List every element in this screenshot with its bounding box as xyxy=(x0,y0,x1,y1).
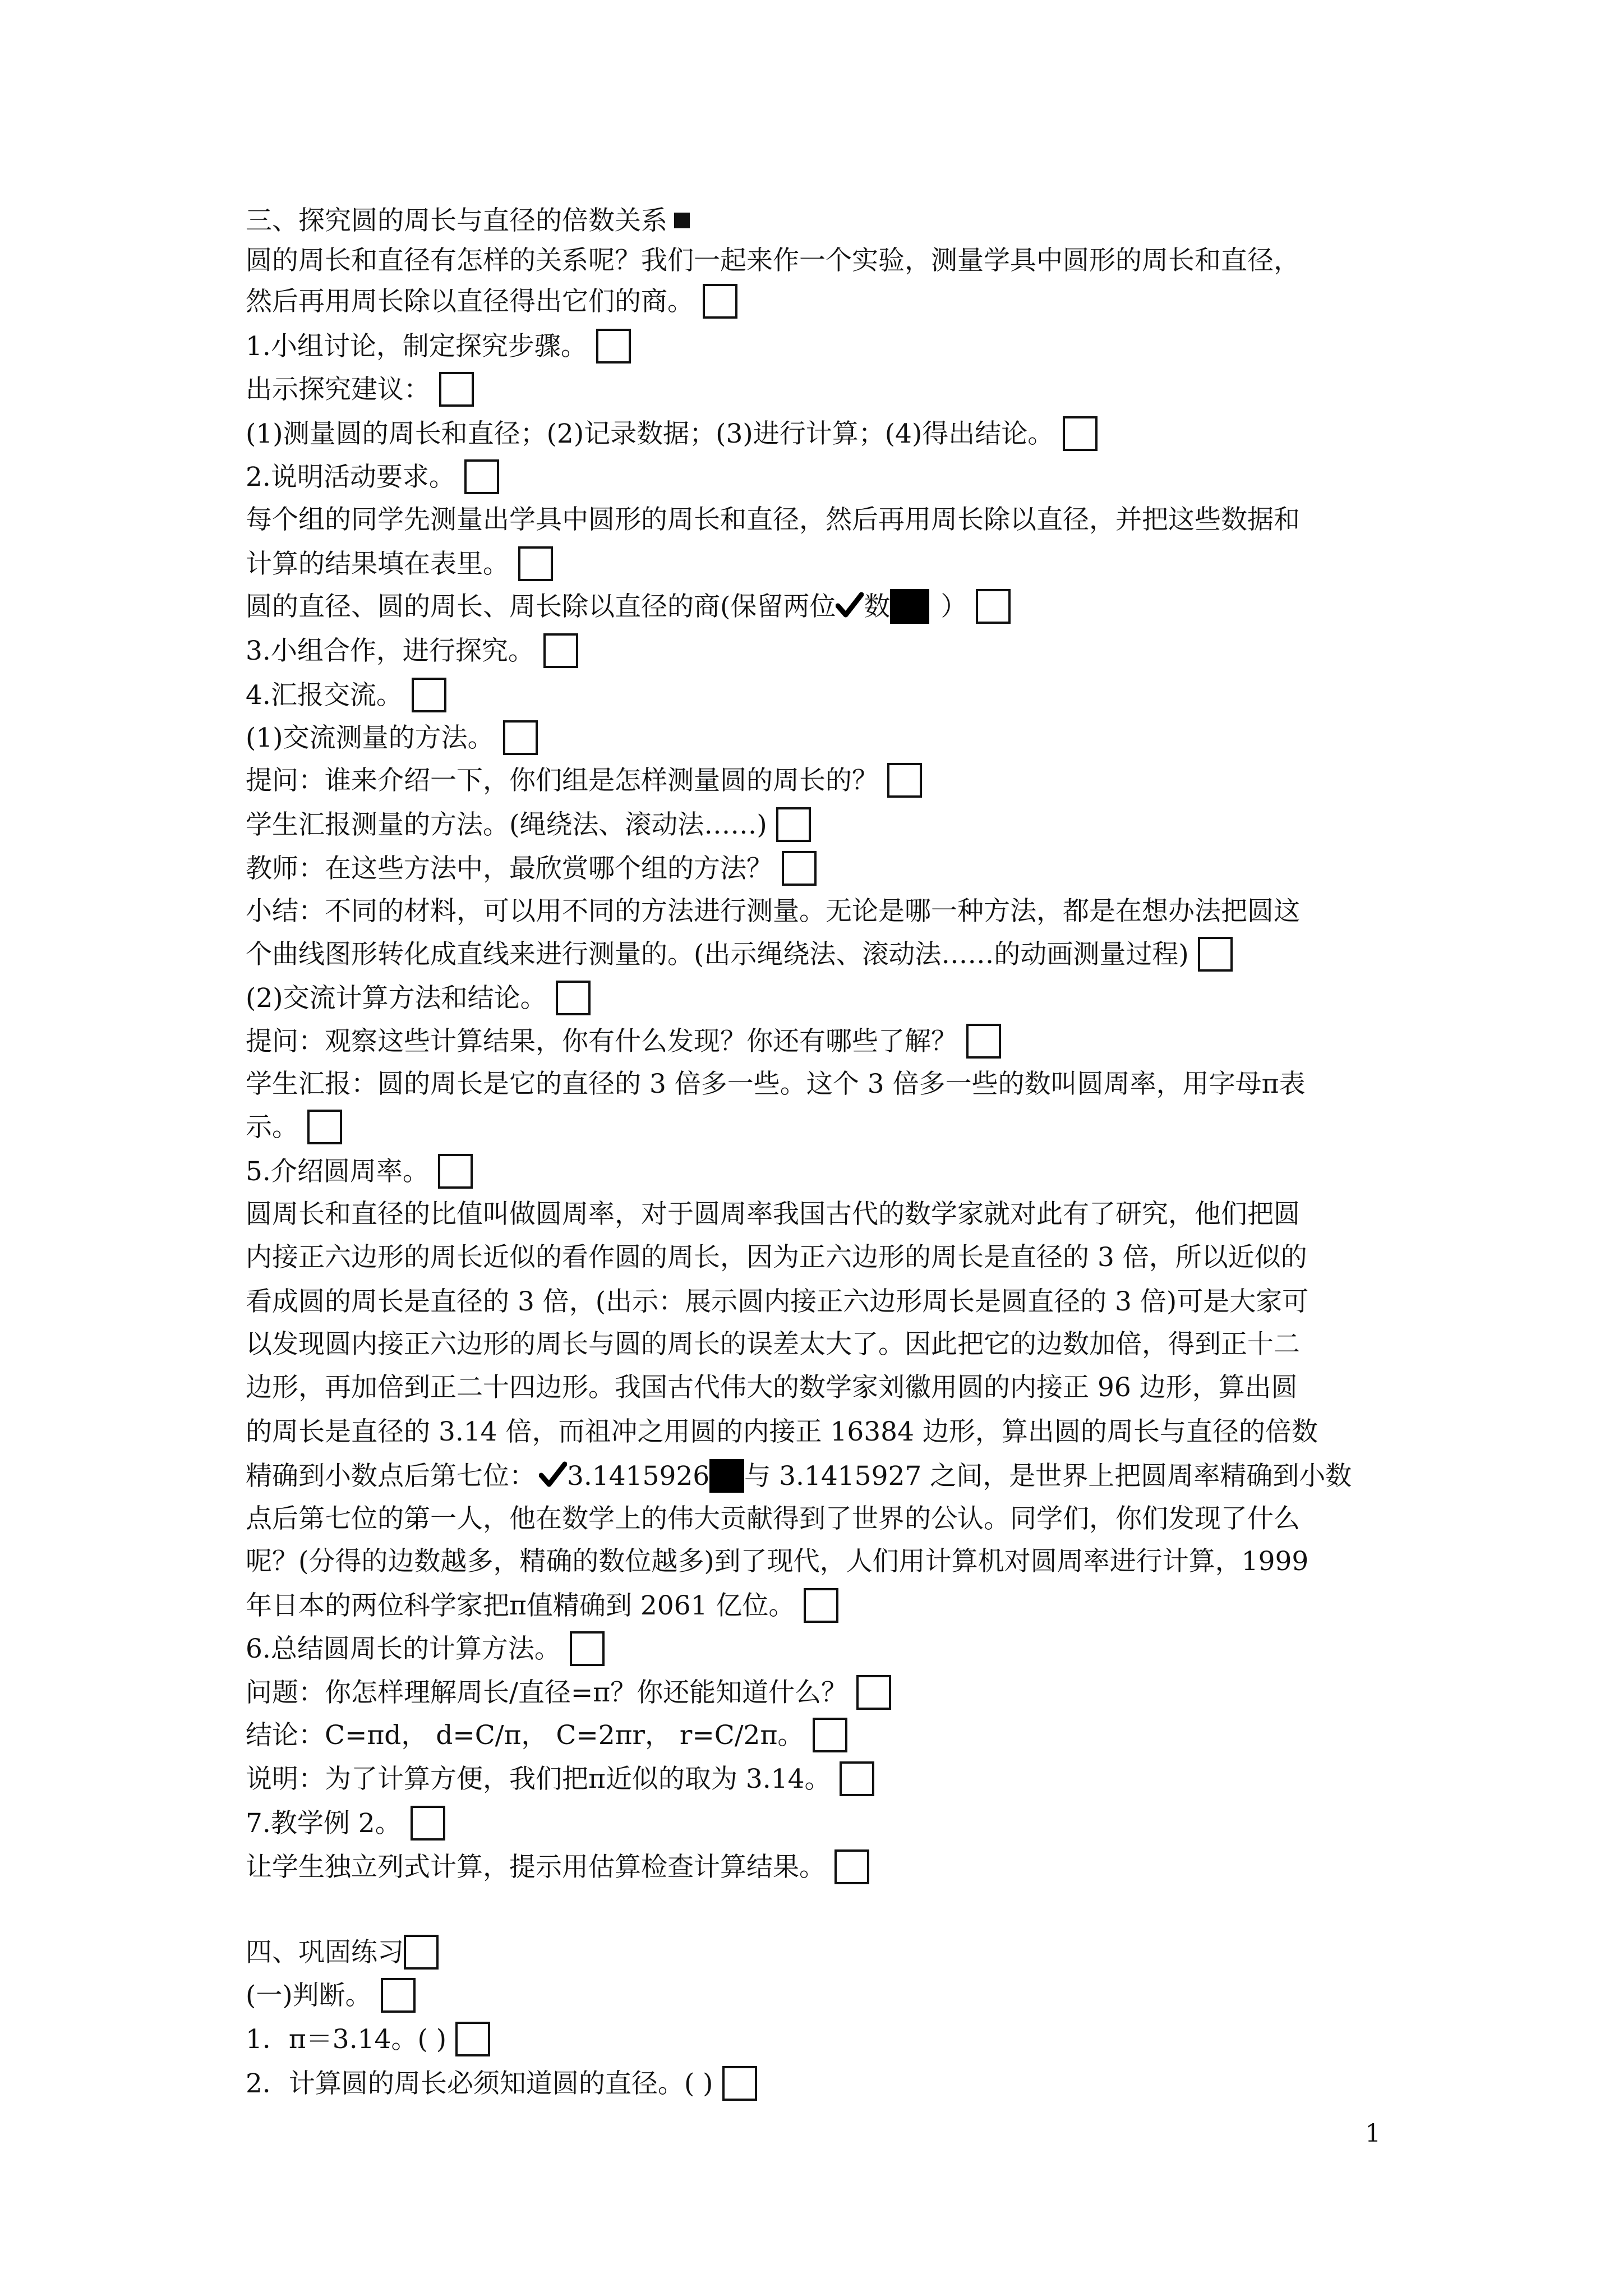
step-line: 4.汇报交流。 xyxy=(246,680,446,711)
checkbox[interactable] xyxy=(840,1761,874,1796)
paragraph-line: 每个组的同学先测量出学具中圆形的周长和直径，然后再用周长除以直径，并把这些数据和 xyxy=(246,504,1300,535)
checkbox[interactable] xyxy=(412,678,446,712)
text-line: (2)交流计算方法和结论。 xyxy=(246,983,591,1014)
text-line: 出示探究建议： xyxy=(246,374,474,406)
paragraph-line: 以发现圆内接正六边形的周长与圆的周长的误差太大了。因此把它的边数加倍，得到正十二 xyxy=(246,1329,1300,1360)
text-line: 学生汇报测量的方法。(绳绕法、滚动法……) xyxy=(246,809,811,841)
redaction-block xyxy=(709,1459,744,1493)
paragraph-line: 小结：不同的材料，可以用不同的方法进行测量。无论是哪一种方法，都是在想办法把圆这 xyxy=(246,896,1300,927)
checkbox[interactable] xyxy=(381,1978,416,2013)
text-line: (一)判断。 xyxy=(246,1980,416,2012)
paragraph-line: 看成圆的周长是直径的 3 倍，(出示：展示圆内接正六边形周长是圆直径的 3 倍)可是大家可 xyxy=(246,1286,1309,1317)
paragraph-line: 圆周长和直径的比值叫做圆周率，对于圆周率我国古代的数学家就对此有了研究，他们把圆 xyxy=(246,1199,1300,1230)
text-line: 圆的直径、圆的周长、周长除以直径的商(保留两位 数 ） xyxy=(246,591,1011,623)
step-line: 3.小组合作，进行探究。 xyxy=(246,636,578,667)
question-line: 1．π＝3.14。( ) xyxy=(246,2024,490,2055)
checkbox[interactable] xyxy=(404,1935,439,1970)
redaction-block xyxy=(890,589,929,624)
text-line: 说明：为了计算方便，我们把π近似的取为 3.14。 xyxy=(246,1764,874,1795)
step-line: 5.介绍圆周率。 xyxy=(246,1156,473,1188)
section-heading-4: 四、巩固练习 xyxy=(246,1937,439,1968)
black-square-mark xyxy=(674,213,690,228)
section-heading-3: 三、探究圆的周长与直径的倍数关系 xyxy=(246,205,690,237)
checkbox[interactable] xyxy=(455,2022,490,2056)
checkbox[interactable] xyxy=(887,763,922,798)
page-number: 1 xyxy=(1365,2119,1381,2148)
checkbox[interactable] xyxy=(596,329,631,364)
step-line: 1.小组讨论，制定探究步骤。 xyxy=(246,331,631,362)
text-line: 让学生独立列式计算，提示用估算检查计算结果。 xyxy=(246,1852,869,1883)
step-line: 7.教学例 2。 xyxy=(246,1808,445,1839)
checkbox[interactable] xyxy=(722,2066,757,2101)
text-line: 提问：谁来介绍一下，你们组是怎样测量圆的周长的？ xyxy=(246,765,922,797)
step-line: 6.总结圆周长的计算方法。 xyxy=(246,1634,605,1665)
text-line: 问题：你怎样理解周长/直径=π？你还能知道什么？ xyxy=(246,1677,891,1709)
formula-line: 结论：C=πd， d=C/π， C=2πr， r=C/2π。 xyxy=(246,1720,847,1751)
checkbox[interactable] xyxy=(411,1806,445,1841)
paragraph-line: 然后再用周长除以直径得出它们的商。 xyxy=(246,286,737,318)
text-line: (1)交流测量的方法。 xyxy=(246,723,538,754)
checkbox[interactable] xyxy=(776,807,811,842)
checkbox[interactable] xyxy=(976,589,1011,624)
checkbox[interactable] xyxy=(556,981,591,1015)
paragraph-line: 呢？(分得的边数越多，精确的数位越多)到了现代，人们用计算机对圆周率进行计算，1999 xyxy=(246,1546,1309,1577)
checkbox[interactable] xyxy=(307,1110,342,1144)
checkbox[interactable] xyxy=(1063,416,1098,451)
paragraph-line: 圆的周长和直径有怎样的关系呢？我们一起来作一个实验，测量学具中圆形的周长和直径， xyxy=(246,245,1300,276)
checkmark-icon xyxy=(539,1461,567,1489)
checkbox[interactable] xyxy=(1198,937,1233,972)
checkbox[interactable] xyxy=(856,1675,891,1710)
checkbox[interactable] xyxy=(518,546,553,581)
checkbox[interactable] xyxy=(543,633,578,668)
checkbox[interactable] xyxy=(782,851,817,886)
checkbox[interactable] xyxy=(439,372,474,407)
text-line: 教师：在这些方法中，最欣赏哪个组的方法？ xyxy=(246,853,817,885)
checkbox[interactable] xyxy=(464,459,499,494)
checkbox[interactable] xyxy=(813,1718,847,1752)
paragraph-line: 点后第七位的第一人，他在数学上的伟大贡献得到了世界的公认。同学们，你们发现了什么 xyxy=(246,1503,1300,1534)
paragraph-line: 学生汇报：圆的周长是它的直径的 3 倍多一些。这个 3 倍多一些的数叫圆周率，用字母π表 xyxy=(246,1069,1306,1099)
paragraph-line: 边形，再加倍到正二十四边形。我国古代伟大的数学家刘徽用圆的内接正 96 边形，算出圆 xyxy=(246,1372,1298,1403)
text-line: (1)测量圆的周长和直径；(2)记录数据；(3)进行计算；(4)得出结论。 xyxy=(246,418,1098,450)
checkmark-icon xyxy=(836,591,864,619)
checkbox[interactable] xyxy=(438,1154,473,1189)
paragraph-line: 年日本的两位科学家把π值精确到 2061 亿位。 xyxy=(246,1590,838,1622)
checkbox[interactable] xyxy=(834,1849,869,1884)
step-line: 2.说明活动要求。 xyxy=(246,462,499,493)
checkbox[interactable] xyxy=(703,284,737,319)
checkbox[interactable] xyxy=(570,1631,605,1666)
question-line: 2．计算圆的周长必须知道圆的直径。( ) xyxy=(246,2068,757,2100)
paragraph-line: 精确到小数点后第七位： 3.1415926 与 3.1415927 之间，是世界上把圆周率精确到小数 xyxy=(246,1461,1352,1492)
checkbox[interactable] xyxy=(804,1588,838,1623)
checkbox[interactable] xyxy=(966,1024,1001,1059)
paragraph-line: 的周长是直径的 3.14 倍，而祖冲之用圆的内接正 16384 边形，算出圆的周长与直径的倍数 xyxy=(246,1416,1318,1447)
checkbox[interactable] xyxy=(503,720,538,755)
paragraph-line: 内接正六边形的周长近似的看作圆的周长，因为正六边形的周长是直径的 3 倍，所以近似的 xyxy=(246,1242,1307,1273)
text-line: 提问：观察这些计算结果，你有什么发现？你还有哪些了解？ xyxy=(246,1026,1001,1057)
paragraph-line: 示。 xyxy=(246,1112,342,1143)
paragraph-line: 个曲线图形转化成直线来进行测量的。(出示绳绕法、滚动法……的动画测量过程) xyxy=(246,939,1233,970)
paragraph-line: 计算的结果填在表里。 xyxy=(246,549,553,580)
